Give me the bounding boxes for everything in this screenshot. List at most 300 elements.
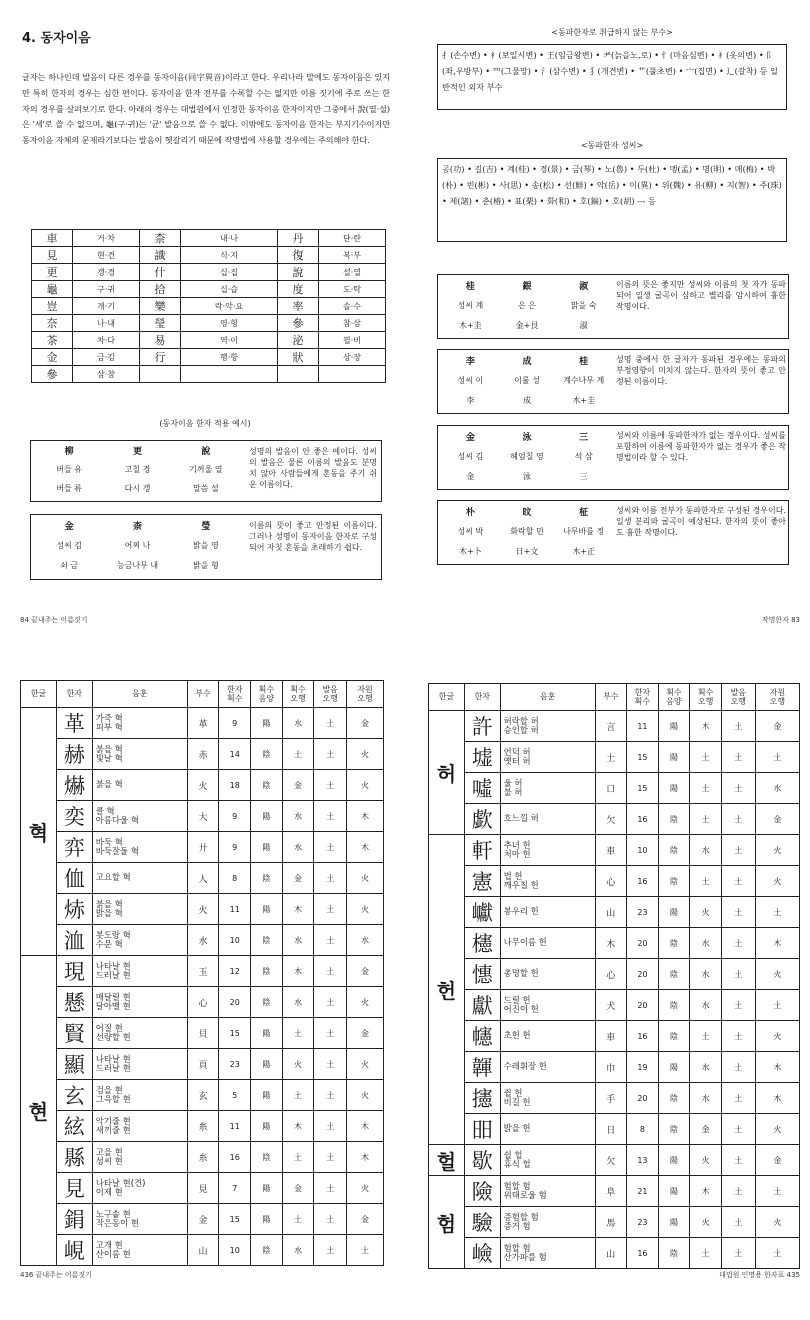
meaning-cell: 드릴 헌 어진이 헌 xyxy=(500,990,595,1021)
table-row xyxy=(21,987,384,1018)
reading-cell: 식·지 xyxy=(181,247,278,264)
yinyang-cell: 陽 xyxy=(251,1080,283,1111)
page-footer-left: 84 끝내주는 이름짓기 xyxy=(20,616,88,624)
radical-cell: 日 xyxy=(595,1114,627,1145)
sound-element-cell: 土 xyxy=(721,1114,755,1145)
radical-cell: 糸 xyxy=(187,1111,219,1142)
radical-cell: 阜 xyxy=(595,1176,627,1207)
hanja-cell: 幰 xyxy=(464,1021,500,1052)
reading-cell: 차·다 xyxy=(73,332,140,349)
table-row xyxy=(429,1114,800,1145)
table-row xyxy=(21,770,384,801)
stroke-element-cell: 金 xyxy=(690,1114,722,1145)
strokes-cell: 15 xyxy=(627,742,659,773)
reading-cell: 도·탁 xyxy=(318,281,385,298)
source-element-cell: 火 xyxy=(755,866,799,897)
header-row xyxy=(429,684,800,711)
example-reading: 성씨 김 xyxy=(457,451,484,461)
yinyang-cell: 陰 xyxy=(658,1083,690,1114)
source-element-cell: 土 xyxy=(755,742,799,773)
sound-element-cell: 土 xyxy=(721,928,755,959)
source-element-cell: 火 xyxy=(347,1049,384,1080)
yinyang-cell: 陰 xyxy=(658,1114,690,1145)
sound-element-cell: 土 xyxy=(721,1021,755,1052)
strokes-cell: 21 xyxy=(627,1176,659,1207)
stroke-element-cell: 水 xyxy=(282,987,314,1018)
source-element-cell: 火 xyxy=(755,959,799,990)
yinyang-cell: 陰 xyxy=(658,835,690,866)
example-reading: 나무바를 정 xyxy=(563,526,605,536)
stroke-element-cell: 土 xyxy=(282,739,314,770)
strokes-cell: 9 xyxy=(219,832,251,863)
page-footer-bottom-left: 436 끝내주는 이름짓기 xyxy=(20,1271,92,1279)
strokes-cell: 16 xyxy=(219,1142,251,1173)
stroke-element-cell: 土 xyxy=(282,1018,314,1049)
hanja-cell xyxy=(277,366,318,383)
example-reading: 成 xyxy=(523,395,531,405)
yinyang-cell: 陽 xyxy=(251,1018,283,1049)
stroke-element-cell: 土 xyxy=(282,1142,314,1173)
yinyang-cell: 陰 xyxy=(251,770,283,801)
yinyang-cell: 陰 xyxy=(658,959,690,990)
strokes-cell: 20 xyxy=(627,990,659,1021)
example-columns xyxy=(442,426,612,486)
reading-cell: 거·차 xyxy=(73,230,140,247)
pair-row xyxy=(32,298,386,315)
example-row xyxy=(35,479,240,498)
hanja-cell: 奕 xyxy=(56,801,92,832)
sound-element-cell: 土 xyxy=(314,770,347,801)
hanja-cell: 玄 xyxy=(56,1080,92,1111)
example-comment: 성씨와 이름 전부가 동파한자로 구성된 경우이다. 일생 분리와 굴곡이 예상된다. 한자의 뜻이 좋아도 흉한 작명이다. xyxy=(616,506,786,537)
column-header: 부수 xyxy=(187,681,219,708)
reading-cell: 역·이 xyxy=(181,332,278,349)
source-element-cell: 水 xyxy=(755,773,799,804)
meaning-cell: 고요할 혁 xyxy=(92,863,187,894)
hanja-cell: 憓 xyxy=(464,959,500,990)
example-hanja: 淑 xyxy=(579,281,589,292)
hanja-table-right xyxy=(428,683,800,1269)
example-hanja: 柰 xyxy=(132,521,142,532)
meaning-cell: 고을 현 성씨 현 xyxy=(92,1142,187,1173)
stroke-element-cell: 金 xyxy=(282,1173,314,1204)
stroke-element-cell: 金 xyxy=(282,863,314,894)
hanja-cell: 見 xyxy=(32,247,73,264)
reading-cell: 갱·경 xyxy=(73,264,140,281)
column-header: 자원 오행 xyxy=(755,684,799,711)
example-row xyxy=(35,460,240,479)
strokes-cell: 23 xyxy=(219,1049,251,1080)
pair-row xyxy=(32,315,386,332)
example-reading: 다시 갱 xyxy=(124,484,151,493)
radical-cell: 手 xyxy=(595,1083,627,1114)
hanja-cell: 拾 xyxy=(140,281,181,298)
strokes-cell: 12 xyxy=(219,956,251,987)
hanja-cell: 顯 xyxy=(56,1049,92,1080)
reading-cell: 구·귀 xyxy=(73,281,140,298)
hanja-cell: 絃 xyxy=(56,1111,92,1142)
stroke-element-cell: 土 xyxy=(282,1080,314,1111)
sound-element-cell: 土 xyxy=(314,1080,347,1111)
table-row xyxy=(21,1204,384,1235)
examples-caption: (동자이음 한자 적용 예시) xyxy=(159,419,251,428)
pair-row xyxy=(32,264,386,281)
meaning-cell: 험할 험 산가파를 험 xyxy=(500,1238,595,1269)
sound-element-cell: 土 xyxy=(721,1238,755,1269)
reading-cell: 개·기 xyxy=(73,298,140,315)
strokes-cell: 20 xyxy=(219,987,251,1018)
yinyang-cell: 陰 xyxy=(658,866,690,897)
source-element-cell: 火 xyxy=(755,1021,799,1052)
meaning-cell: 험할 험 위태로울 험 xyxy=(500,1176,595,1207)
radicals-title: <동파한자로 취급하지 않는 부수> xyxy=(551,28,673,37)
meaning-cell: 울 허 불 허 xyxy=(500,773,595,804)
meaning-cell: 나타날 현(견) 이제 현 xyxy=(92,1173,187,1204)
hangul-group: 현 xyxy=(21,956,57,1266)
hanja-cell: 易 xyxy=(140,332,181,349)
hanja-cell: 獻 xyxy=(464,990,500,1021)
radical-cell: 欠 xyxy=(595,804,627,835)
pair-row xyxy=(32,332,386,349)
strokes-cell: 20 xyxy=(627,928,659,959)
reading-cell: 복·부 xyxy=(318,247,385,264)
meaning-cell: 쉴 헐 휴식 헐 xyxy=(500,1145,595,1176)
example-box xyxy=(437,349,789,414)
table-row xyxy=(429,866,800,897)
example-row xyxy=(442,541,612,561)
sound-element-cell: 土 xyxy=(721,959,755,990)
stroke-element-cell: 火 xyxy=(282,1049,314,1080)
hanja-cell: 說 xyxy=(277,264,318,281)
hangul-group: 헌 xyxy=(429,835,465,1145)
yinyang-cell: 陽 xyxy=(251,894,283,925)
table-row xyxy=(429,1176,800,1207)
sound-element-cell: 土 xyxy=(314,863,347,894)
table-row xyxy=(21,739,384,770)
radical-cell: 廾 xyxy=(187,832,219,863)
meaning-cell: 봉우리 헌 xyxy=(500,897,595,928)
reading-cell xyxy=(318,366,385,383)
sound-element-cell: 土 xyxy=(721,742,755,773)
strokes-cell: 15 xyxy=(219,1204,251,1235)
stroke-element-cell: 水 xyxy=(690,1052,722,1083)
column-header: 음훈 xyxy=(92,681,187,708)
radical-cell: 心 xyxy=(595,866,627,897)
example-reading: 말씀 설 xyxy=(192,484,219,493)
hanja-cell: 復 xyxy=(277,247,318,264)
example-box xyxy=(437,425,789,490)
example-comment: 성씨와 이름에 동파한자가 없는 경우이다. 성씨를 포함하여 이름에 동파한자가 없는 경우가 좋은 작명법이라 할 수 있다. xyxy=(616,431,786,462)
yinyang-cell: 陰 xyxy=(251,956,283,987)
sound-element-cell: 土 xyxy=(314,1235,347,1266)
example-reading: 성씨 박 xyxy=(457,526,484,536)
radical-cell: 火 xyxy=(187,770,219,801)
radical-cell: 車 xyxy=(595,835,627,866)
yinyang-cell: 陽 xyxy=(251,1173,283,1204)
hanja-cell: 險 xyxy=(464,1176,500,1207)
radical-cell: 頁 xyxy=(187,1049,219,1080)
meaning-cell: 클 혁 아름다울 혁 xyxy=(92,801,187,832)
table-row xyxy=(429,711,800,742)
sound-element-cell: 土 xyxy=(314,987,347,1018)
example-reading: 밝을 형 xyxy=(192,560,219,570)
example-columns xyxy=(35,515,240,575)
example-hanja: 泳 xyxy=(522,432,532,443)
meaning-cell: 총명할 헌 xyxy=(500,959,595,990)
hanja-cell: 縣 xyxy=(56,1142,92,1173)
radicals-box: 扌(손수변) • 衤(보일시변) • 王(임금왕변) • 耂(늙을노,로) • 忄(마음심변) • 衤(옷의변) • 阝(좌,우방부) • 罒(그물망) • 氵(삼수변) • 犭(개견변) • 艹(풀초변) • 宀(집면) • 辶(갈착) 등 일반적인 외자 부수 xyxy=(437,44,787,110)
strokes-cell: 10 xyxy=(627,835,659,866)
table-row xyxy=(429,1083,800,1114)
column-header: 한자 획수 xyxy=(219,681,251,708)
hanja-cell: 攇 xyxy=(464,1083,500,1114)
strokes-cell: 19 xyxy=(627,1052,659,1083)
strokes-cell: 8 xyxy=(627,1114,659,1145)
yinyang-cell: 陽 xyxy=(658,897,690,928)
strokes-cell: 15 xyxy=(627,773,659,804)
example-reading: 성씨 김 xyxy=(56,540,83,550)
example-hanja: 桂 xyxy=(579,356,589,367)
hanja-cell: 赫 xyxy=(56,739,92,770)
example-row xyxy=(442,275,612,295)
reading-cell xyxy=(181,366,278,383)
sound-element-cell: 土 xyxy=(314,801,347,832)
hanja-cell: 峴 xyxy=(56,1235,92,1266)
hanja-cell: 墟 xyxy=(464,742,500,773)
source-element-cell: 火 xyxy=(755,1207,799,1238)
source-element-cell: 木 xyxy=(347,1142,384,1173)
source-element-cell: 火 xyxy=(347,894,384,925)
table-row xyxy=(429,773,800,804)
yinyang-cell: 陽 xyxy=(251,1204,283,1235)
stroke-element-cell: 水 xyxy=(690,959,722,990)
radical-cell: 口 xyxy=(595,773,627,804)
strokes-cell: 11 xyxy=(627,711,659,742)
sound-element-cell: 土 xyxy=(721,1083,755,1114)
table-row xyxy=(429,928,800,959)
yinyang-cell: 陰 xyxy=(251,739,283,770)
stroke-element-cell: 火 xyxy=(690,897,722,928)
hanja-cell: 昍 xyxy=(464,1114,500,1145)
reading-cell: 행·항 xyxy=(181,349,278,366)
example-row xyxy=(35,441,240,460)
example-columns xyxy=(35,441,240,498)
yinyang-cell: 陽 xyxy=(658,1052,690,1083)
example-reading: 맑을 숙 xyxy=(570,300,597,310)
source-element-cell: 土 xyxy=(755,1176,799,1207)
example-reading: 화락할 민 xyxy=(510,526,544,536)
hanja-cell: 革 xyxy=(56,708,92,739)
hanja-cell: 賢 xyxy=(56,1018,92,1049)
example-hanja: 金 xyxy=(465,432,475,443)
hanja-cell: 鋗 xyxy=(56,1204,92,1235)
stroke-element-cell: 土 xyxy=(690,1238,722,1269)
hanja-cell: 奈 xyxy=(32,315,73,332)
example-reading: 능금나무 내 xyxy=(116,560,159,570)
yinyang-cell: 陽 xyxy=(251,832,283,863)
sound-element-cell: 土 xyxy=(721,835,755,866)
source-element-cell: 金 xyxy=(347,1018,384,1049)
meaning-cell: 법 헌 깨우칠 헌 xyxy=(500,866,595,897)
source-element-cell: 金 xyxy=(347,956,384,987)
meaning-cell: 초헌 헌 xyxy=(500,1021,595,1052)
column-header: 음훈 xyxy=(500,684,595,711)
example-reading: 金 xyxy=(466,471,475,481)
column-header: 획수 오행 xyxy=(690,684,722,711)
table-row xyxy=(429,742,800,773)
radical-cell: 犬 xyxy=(595,990,627,1021)
hanja-cell: 見 xyxy=(56,1173,92,1204)
radical-cell: 木 xyxy=(595,928,627,959)
example-reading: 성씨 계 xyxy=(457,300,484,310)
source-element-cell: 木 xyxy=(755,1083,799,1114)
example-row xyxy=(442,446,612,466)
column-header: 발음 오행 xyxy=(721,684,755,711)
strokes-cell: 14 xyxy=(219,739,251,770)
example-reading: 계수나무 계 xyxy=(563,375,605,385)
meaning-cell: 흐느낄 허 xyxy=(500,804,595,835)
meaning-cell: 쥘 헌 비길 헌 xyxy=(500,1083,595,1114)
stroke-element-cell: 水 xyxy=(282,925,314,956)
meaning-cell: 고개 현 산이름 현 xyxy=(92,1235,187,1266)
radical-cell: 欠 xyxy=(595,1145,627,1176)
table-row xyxy=(429,1207,800,1238)
strokes-cell: 16 xyxy=(627,866,659,897)
surnames-title: <동파한자 성씨> xyxy=(580,141,644,150)
meaning-cell: 붉을 혁 빛날 혁 xyxy=(92,739,187,770)
strokes-cell: 15 xyxy=(219,1018,251,1049)
yinyang-cell: 陰 xyxy=(658,1238,690,1269)
hanja-cell: 狀 xyxy=(277,349,318,366)
meaning-cell: 나타날 현 드러날 현 xyxy=(92,956,187,987)
example-reading: 어찌 나 xyxy=(124,540,151,550)
radical-cell: 山 xyxy=(595,897,627,928)
hanja-cell: 識 xyxy=(140,247,181,264)
source-element-cell: 木 xyxy=(347,1111,384,1142)
example-reading: 三 xyxy=(579,471,588,481)
sound-element-cell: 土 xyxy=(721,804,755,835)
meaning-cell: 붉을 혁 xyxy=(92,770,187,801)
reading-cell: 내·나 xyxy=(181,230,278,247)
strokes-cell: 11 xyxy=(219,1111,251,1142)
hanja-cell: 金 xyxy=(32,349,73,366)
hanja-cell: 現 xyxy=(56,956,92,987)
sound-element-cell: 土 xyxy=(314,1142,347,1173)
source-element-cell: 金 xyxy=(347,708,384,739)
source-element-cell: 火 xyxy=(755,1114,799,1145)
example-reading: 고칠 경 xyxy=(124,465,151,474)
column-header: 획수 음양 xyxy=(251,681,283,708)
example-hanja: 金 xyxy=(64,521,74,532)
example-reading: 헤엄칠 영 xyxy=(510,451,544,461)
strokes-cell: 16 xyxy=(627,1021,659,1052)
table-row xyxy=(21,1142,384,1173)
example-row xyxy=(442,370,612,390)
meaning-cell: 어질 현 선량할 현 xyxy=(92,1018,187,1049)
strokes-cell: 11 xyxy=(219,894,251,925)
example-comment: 성명 중에서 한 글자가 동파된 경우에는 동파의 부정영향이 미치지 않는다. 한자의 뜻이 좋고 안정된 이름이다. xyxy=(616,355,786,386)
reading-cell: 락·악·요 xyxy=(181,298,278,315)
table-row xyxy=(429,835,800,866)
example-columns xyxy=(442,350,612,410)
sound-element-cell: 土 xyxy=(721,990,755,1021)
stroke-element-cell: 火 xyxy=(690,1145,722,1176)
radical-cell: 土 xyxy=(595,742,627,773)
sound-element-cell: 土 xyxy=(721,711,755,742)
meaning-cell: 봇도랑 혁 수문 혁 xyxy=(92,925,187,956)
sound-element-cell: 土 xyxy=(721,1176,755,1207)
hanja-cell: 憲 xyxy=(464,866,500,897)
hanja-cell: 車 xyxy=(32,230,73,247)
homograph-table xyxy=(31,229,386,383)
sound-element-cell: 土 xyxy=(721,1145,755,1176)
table-row xyxy=(429,1052,800,1083)
sound-element-cell: 土 xyxy=(721,1207,755,1238)
hanja-cell: 焃 xyxy=(56,894,92,925)
meaning-cell: 매달릴 현 달아맬 현 xyxy=(92,987,187,1018)
column-header: 한자 획수 xyxy=(627,684,659,711)
source-element-cell: 木 xyxy=(755,1052,799,1083)
yinyang-cell: 陽 xyxy=(251,1111,283,1142)
table-row xyxy=(21,894,384,925)
meaning-cell: 증험할 험 증거 험 xyxy=(500,1207,595,1238)
pair-row xyxy=(32,281,386,298)
page-footer-bottom-right: 대법원 인명용 한자표 435 xyxy=(719,1271,800,1279)
yinyang-cell: 陽 xyxy=(658,1176,690,1207)
reading-cell: 솔·수 xyxy=(318,298,385,315)
radical-cell: 言 xyxy=(595,711,627,742)
strokes-cell: 9 xyxy=(219,801,251,832)
example-hanja: 柳 xyxy=(64,447,74,457)
example-box xyxy=(437,274,789,339)
hanja-cell: 率 xyxy=(277,298,318,315)
hanja-cell: 爀 xyxy=(56,770,92,801)
hanja-cell: 侐 xyxy=(56,863,92,894)
example-reading: 泳 xyxy=(523,471,531,481)
example-reading: 밝을 영 xyxy=(192,540,219,550)
hanja-cell: 櫶 xyxy=(464,928,500,959)
sound-element-cell: 土 xyxy=(314,1204,347,1235)
sound-element-cell: 土 xyxy=(314,832,347,863)
example-reading: 쇠 금 xyxy=(60,560,79,570)
yinyang-cell: 陽 xyxy=(658,1145,690,1176)
sound-element-cell: 土 xyxy=(721,897,755,928)
meaning-cell: 검을 현 그윽할 현 xyxy=(92,1080,187,1111)
example-row xyxy=(442,501,612,521)
column-header: 한글 xyxy=(429,684,465,711)
radical-cell: 革 xyxy=(187,708,219,739)
strokes-cell: 23 xyxy=(627,897,659,928)
table-row xyxy=(21,1111,384,1142)
reading-cell: 영·형 xyxy=(181,315,278,332)
meaning-cell: 밝을 헌 xyxy=(500,1114,595,1145)
source-element-cell: 火 xyxy=(347,1173,384,1204)
hanja-cell: 許 xyxy=(464,711,500,742)
yinyang-cell: 陰 xyxy=(251,863,283,894)
example-reading: 木+卜 xyxy=(458,546,482,556)
stroke-element-cell: 水 xyxy=(282,832,314,863)
reading-cell: 상·장 xyxy=(318,349,385,366)
radical-cell: 金 xyxy=(187,1204,219,1235)
example-row xyxy=(35,515,240,535)
example-hanja: 柾 xyxy=(579,507,589,518)
source-element-cell: 火 xyxy=(347,863,384,894)
strokes-cell: 9 xyxy=(219,708,251,739)
header-row xyxy=(21,681,384,708)
strokes-cell: 20 xyxy=(627,1083,659,1114)
meaning-cell: 나무이름 헌 xyxy=(500,928,595,959)
hanja-cell: 歔 xyxy=(464,804,500,835)
